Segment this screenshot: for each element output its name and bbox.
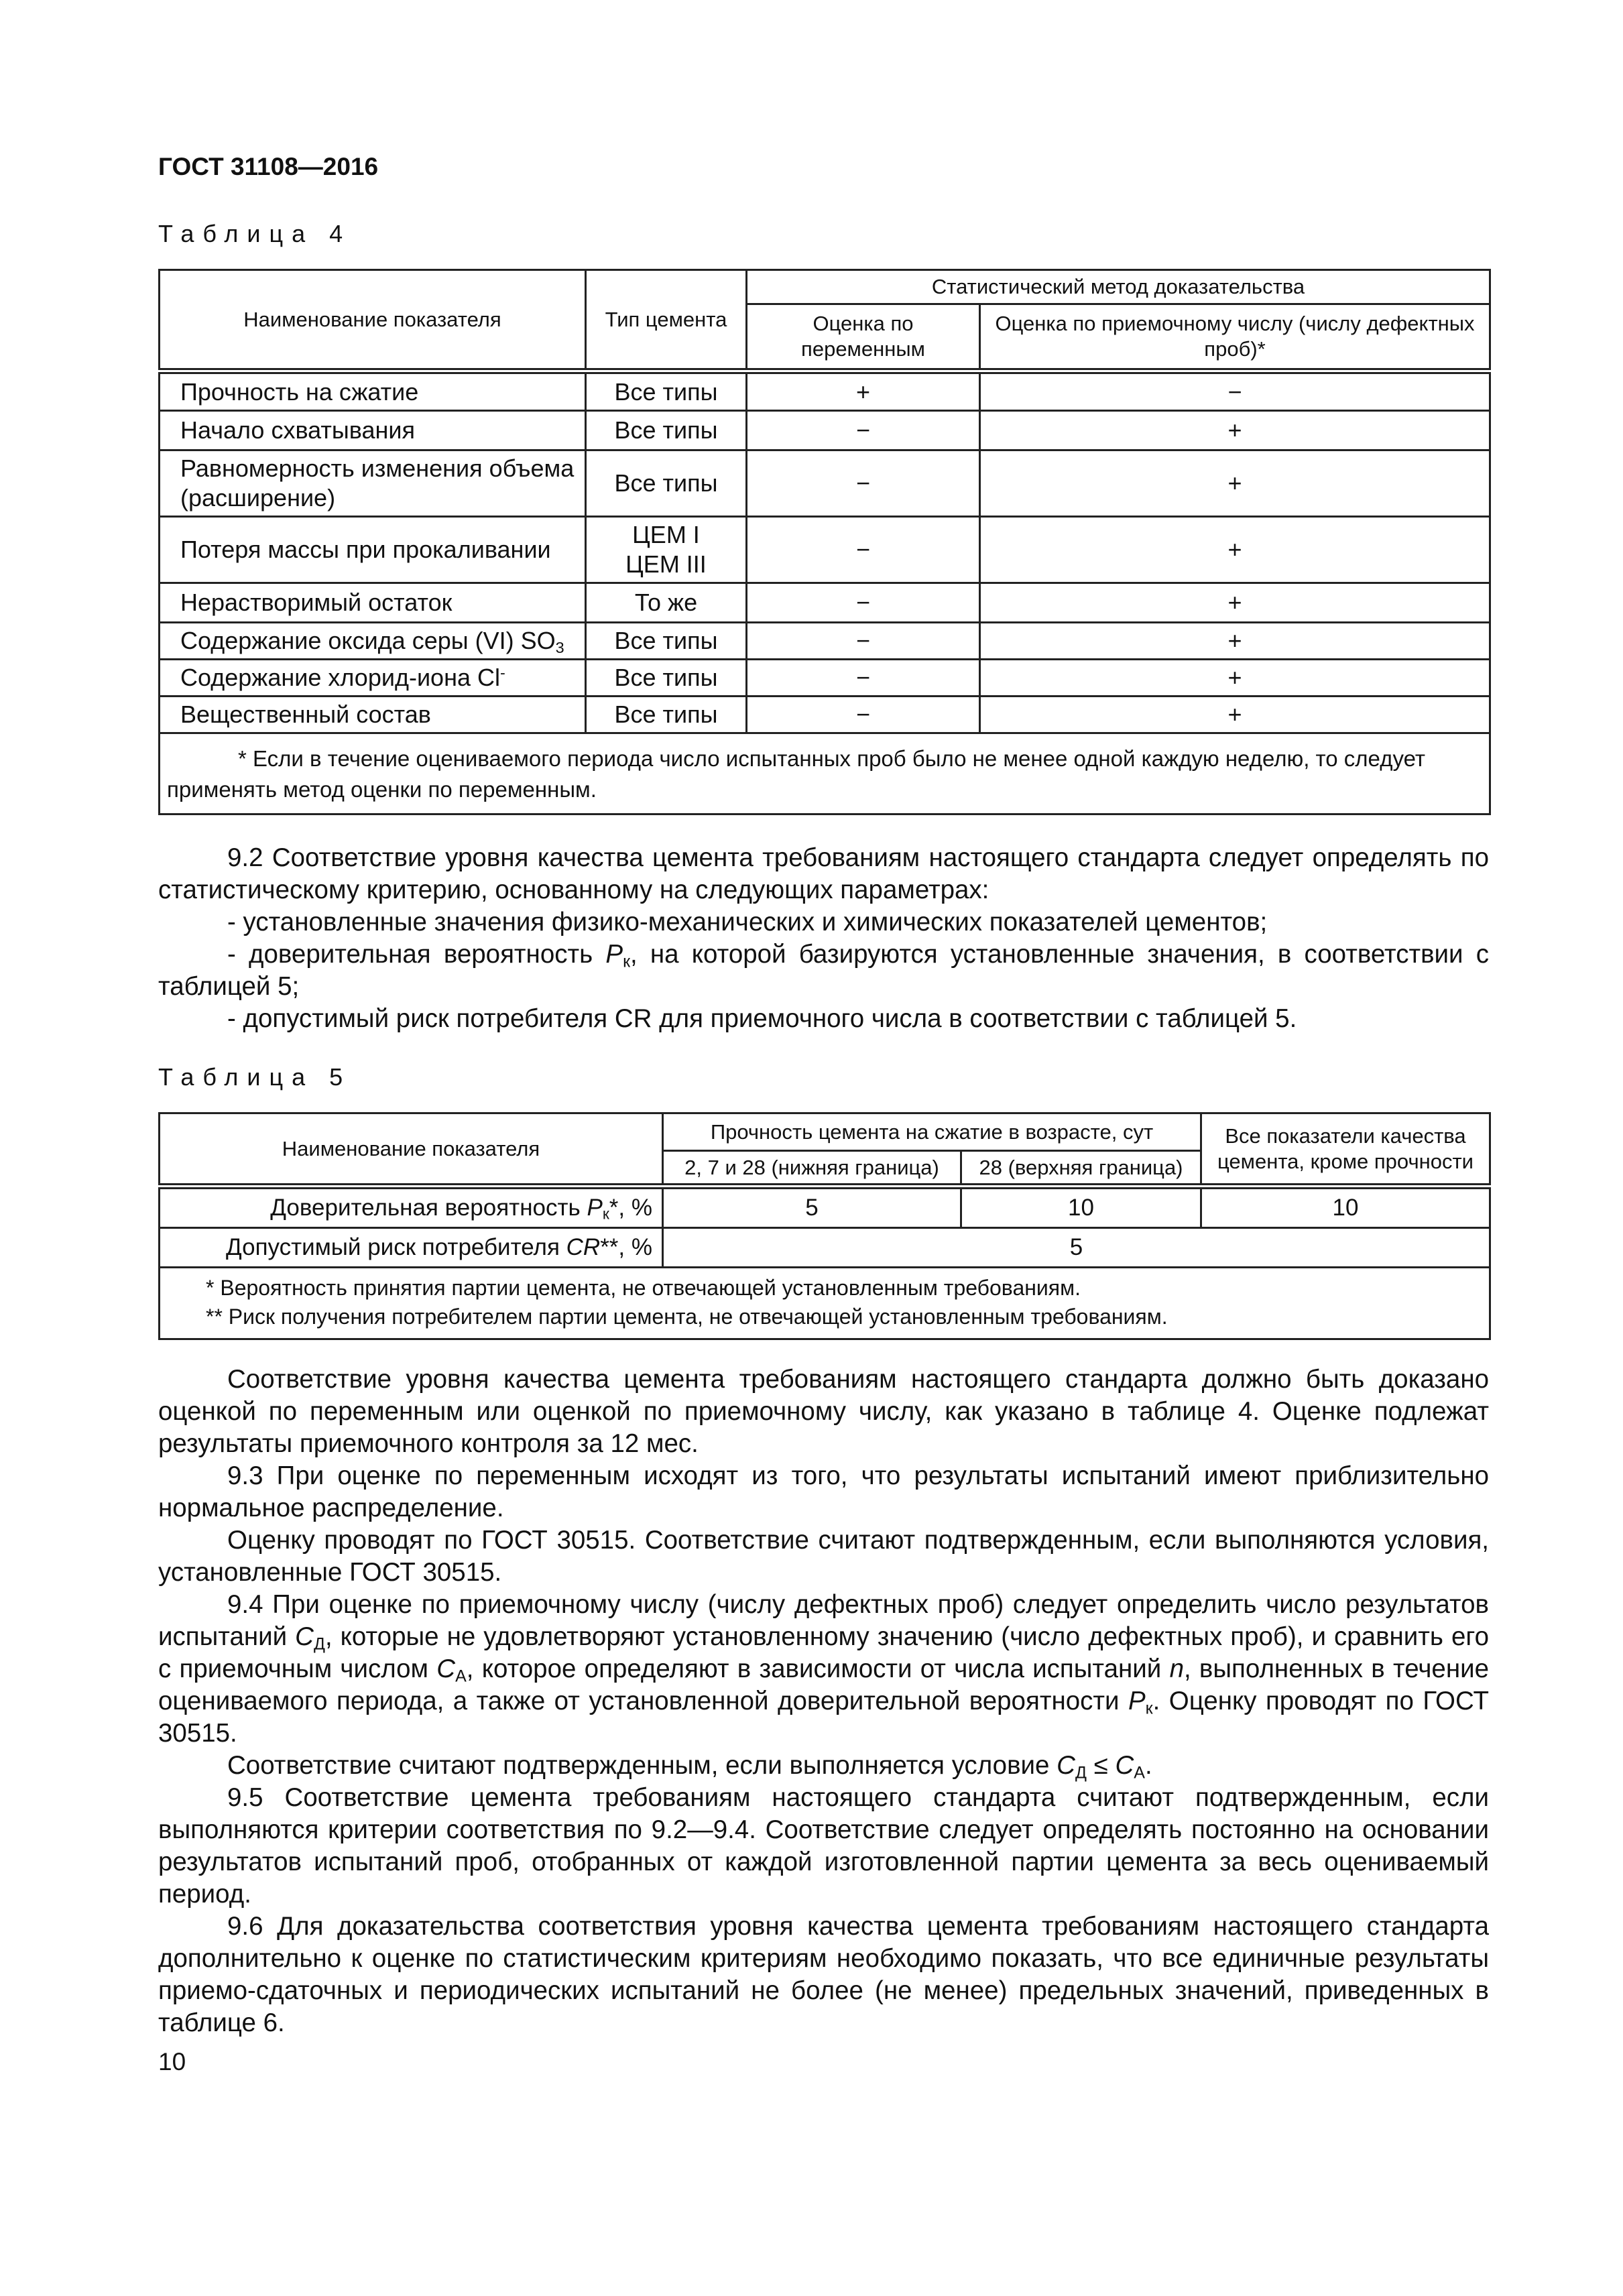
table-5: [158, 1112, 1491, 1340]
table-4-footnote: * Если в течение оцениваемого периода число испытанных проб было не менее одной каждую неделю, то следует применять метод оценки по переменным.: [160, 733, 1490, 814]
header-statistical-method: Статистический метод доказательства: [747, 270, 1490, 304]
table-row: [160, 517, 1490, 583]
header-by-variables: Оценка по переменным: [747, 304, 980, 371]
paragraph: 9.2 Соответствие уровня качества цемента требованиям настоящего стандарта следует определять по статистическому критерию, основанному на следующих параметрах:: [158, 843, 1489, 904]
cement-type: То же: [586, 583, 747, 623]
acceptance-mark: +: [980, 517, 1490, 583]
acceptance-mark: −: [980, 371, 1490, 411]
cement-type: Все типы: [586, 697, 747, 733]
paragraph: Соответствие считают подтвержденным, если выполняется условие $C_Д \le C_А$.: [227, 1751, 1152, 1783]
indicator-name: Содержание хлорид-иона Cl-: [160, 660, 586, 697]
acceptance-mark: +: [980, 660, 1490, 697]
table-row: [160, 450, 1490, 517]
list-item: - допустимый риск потребителя CR для приемочного числа в соответствии с таблицей 5.: [227, 1004, 1297, 1033]
cement-type: [586, 517, 747, 583]
table-row: [160, 623, 1490, 660]
indicator-name: Допустимый риск потребителя CR**, %: [160, 1228, 663, 1268]
list-item: - установленные значения физико-механических и химических показателей цементов;: [227, 908, 1268, 936]
table-5-note: ** Риск получения потребителем партии цемента, не отвечающей установленным требованиям.: [206, 1305, 1168, 1329]
section-9-2: [158, 842, 1489, 1035]
table-4-footnote-row: [160, 733, 1490, 814]
indicator-name: Вещественный состав: [160, 697, 586, 733]
paragraph: 9.5 Соответствие цемента требованиям настоящего стандарта считают подтвержденным, если выполняются критерии соответствия по 9.2—9.4. Соответствие следует определять постоянно на основании результатов испытаний проб, отобранных от каждой изготовленной партии цемента за весь оцениваемый период.: [158, 1783, 1489, 1909]
table-row: [160, 583, 1490, 623]
indicator-name: Потеря массы при прокаливании: [160, 517, 586, 583]
table-5-notes: [160, 1268, 1490, 1339]
cement-type: Все типы: [586, 660, 747, 697]
table-5-caption: Таблица 5: [158, 1063, 352, 1091]
table-row: [160, 697, 1490, 733]
upper-limit-value: 10: [961, 1187, 1201, 1228]
indicator-name: Прочность на сжатие: [160, 371, 586, 411]
indicator-name: Нерастворимый остаток: [160, 583, 586, 623]
page-number: 10: [158, 2048, 186, 2075]
table-5-notes-row: [160, 1268, 1490, 1339]
document-header: ГОСТ 31108—2016: [158, 153, 379, 180]
cement-type-line: ЦЕМ I: [632, 521, 700, 549]
table-4-header-row: [160, 270, 1490, 304]
header-strength-group: Прочность цемента на сжатие в возрасте, сут: [663, 1113, 1201, 1151]
indicator-name: Доверительная вероятность $P_к*$, %: [160, 1187, 663, 1228]
indicator-name: Содержание оксида серы (VI) $SO_3$: [160, 623, 586, 660]
acceptance-mark: +: [980, 450, 1490, 517]
table-row: [160, 371, 1490, 411]
header-all-other-indicators: Все показатели качества цемента, кроме прочности: [1201, 1113, 1490, 1187]
table-4: [158, 269, 1491, 815]
paragraph: 9.4 При оценке по приемочному числу (числу дефектных проб) следует определить число результатов испытаний $C_Д$, которые не удовлетворяют установленному значению (число дефектных проб), и сравнить его с приемочным числом $C_А$, которое определяют в зависимости от числа испытаний n, выполненных в течение оцениваемого периода, а также от установленной доверительной вероятности $P_к$. Оценку проводят по ГОСТ 30515.: [158, 1590, 1490, 1748]
table-row: [160, 660, 1490, 697]
header-cement-type: Тип цемента: [586, 270, 747, 371]
variables-mark: −: [747, 697, 980, 733]
variables-mark: −: [747, 411, 980, 450]
header-lower-limit: 2, 7 и 28 (нижняя граница): [663, 1151, 961, 1187]
cement-type: Все типы: [586, 411, 747, 450]
other-indicators-value: 10: [1201, 1187, 1490, 1228]
variables-mark: −: [747, 623, 980, 660]
paragraph: Соответствие уровня качества цемента требованиям настоящего стандарта должно быть доказано оценкой по переменным или оценкой по приемочному числу, как указано в таблице 4. Оценке подлежат результаты приемочного контроля за 12 мес.: [158, 1365, 1489, 1458]
cement-type: Все типы: [586, 371, 747, 411]
acceptance-mark: +: [980, 623, 1490, 660]
indicator-name: Равномерность изменения объема (расширение): [160, 450, 586, 517]
paragraph: Оценку проводят по ГОСТ 30515. Соответствие считают подтвержденным, если выполняются условия, установленные ГОСТ 30515.: [158, 1526, 1489, 1587]
lower-limit-value: 5: [663, 1187, 961, 1228]
header-indicator: Наименование показателя: [160, 1113, 663, 1187]
table-5-note: * Вероятность принятия партии цемента, не отвечающей установленным требованиям.: [206, 1276, 1081, 1300]
table-row: [160, 1228, 1490, 1268]
table-5-header-row: [160, 1113, 1490, 1151]
variables-mark: +: [747, 371, 980, 411]
header-indicator: Наименование показателя: [160, 270, 586, 371]
variables-mark: −: [747, 517, 980, 583]
variables-mark: −: [747, 660, 980, 697]
acceptance-mark: +: [980, 583, 1490, 623]
acceptance-mark: +: [980, 411, 1490, 450]
cement-type-line: ЦЕМ III: [625, 550, 707, 578]
list-item: - доверительная вероятность $P_к$, на которой базируются установленные значения, в соответствии с таблицей 5;: [158, 940, 1489, 1001]
header-by-acceptance-number: Оценка по приемочному числу (числу дефектных проб)*: [980, 304, 1490, 371]
cement-type: Все типы: [586, 623, 747, 660]
indicator-name: Начало схватывания: [160, 411, 586, 450]
table-row: [160, 1187, 1490, 1228]
variables-mark: −: [747, 583, 980, 623]
paragraph: 9.6 Для доказательства соответствия уровня качества цемента требованиям настоящего стандарта дополнительно к оценке по статистическим критериям необходимо показать, что все единичные результаты приемо-сдаточных и периодических испытаний не более (не менее) предельных значений, приведенных в таблице 6.: [158, 1912, 1489, 2037]
body-text: [158, 1364, 1489, 2039]
table-row: [160, 411, 1490, 450]
paragraph: 9.3 При оценке по переменным исходят из того, что результаты испытаний имеют приблизительно нормальное распределение.: [158, 1461, 1489, 1522]
table-4-caption: Таблица 4: [158, 220, 352, 247]
variables-mark: −: [747, 450, 980, 517]
consumer-risk-value: 5: [663, 1228, 1490, 1268]
cement-type: Все типы: [586, 450, 747, 517]
acceptance-mark: +: [980, 697, 1490, 733]
header-upper-limit: 28 (верхняя граница): [961, 1151, 1201, 1187]
